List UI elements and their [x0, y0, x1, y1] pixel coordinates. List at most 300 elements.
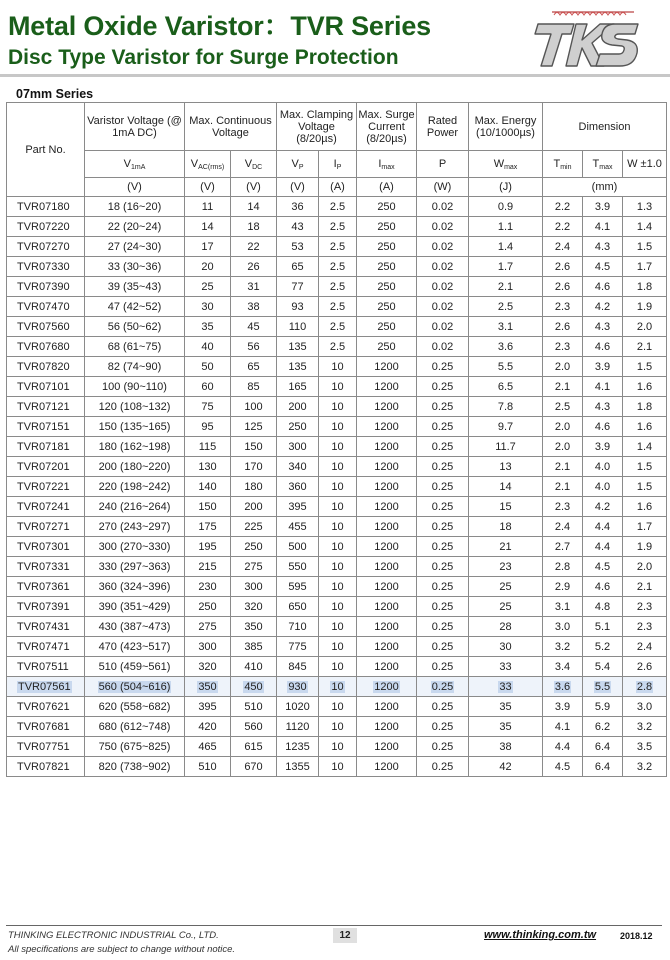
table-cell: 1200	[357, 637, 417, 657]
table-cell: 0.25	[417, 437, 469, 457]
table-cell: 470 (423~517)	[85, 637, 185, 657]
table-cell: 4.1	[543, 717, 583, 737]
table-cell: 0.25	[417, 557, 469, 577]
table-cell: 3.2	[543, 637, 583, 657]
table-cell: 0.02	[417, 297, 469, 317]
table-cell: 75	[185, 397, 231, 417]
table-cell: 650	[277, 597, 319, 617]
table-cell: 510	[231, 697, 277, 717]
table-cell: 18 (16~20)	[85, 197, 185, 217]
table-cell: 430 (387~473)	[85, 617, 185, 637]
table-cell: 300 (270~330)	[85, 537, 185, 557]
table-cell: 2.3	[543, 337, 583, 357]
table-cell: 0.25	[417, 757, 469, 777]
table-cell: 1200	[357, 677, 417, 697]
table-cell: 1.7	[623, 257, 667, 277]
table-cell: 750 (675~825)	[85, 737, 185, 757]
table-cell: 2.4	[543, 517, 583, 537]
table-cell: 0.25	[417, 537, 469, 557]
table-cell: 0.25	[417, 657, 469, 677]
table-row	[7, 597, 667, 617]
table-cell: 10	[319, 637, 357, 657]
table-cell: TVR07511	[7, 657, 85, 677]
table-cell: TVR07560	[7, 317, 85, 337]
table-cell: 1200	[357, 517, 417, 537]
table-cell: 1200	[357, 437, 417, 457]
table-cell: 33	[469, 677, 543, 697]
table-cell: 2.5	[319, 317, 357, 337]
table-cell: 22 (20~24)	[85, 217, 185, 237]
table-cell: 3.9	[543, 697, 583, 717]
table-cell: 395	[185, 697, 231, 717]
table-cell: 11.7	[469, 437, 543, 457]
table-cell: 14	[231, 197, 277, 217]
table-cell: 14	[185, 217, 231, 237]
table-cell: 220 (198~242)	[85, 477, 185, 497]
table-cell: 595	[277, 577, 319, 597]
table-cell: TVR07241	[7, 497, 85, 517]
table-cell: 0.25	[417, 577, 469, 597]
table-row	[7, 537, 667, 557]
table-cell: 1020	[277, 697, 319, 717]
table-row	[7, 637, 667, 657]
table-cell: 2.7	[543, 537, 583, 557]
table-cell: 340	[277, 457, 319, 477]
table-cell: 330 (297~363)	[85, 557, 185, 577]
table-cell: 2.5	[319, 297, 357, 317]
table-cell: 4.5	[543, 757, 583, 777]
table-cell: 135	[277, 357, 319, 377]
table-cell: 3.1	[543, 597, 583, 617]
table-cell: 250	[185, 597, 231, 617]
table-cell: TVR07621	[7, 697, 85, 717]
table-cell: 2.5	[543, 397, 583, 417]
table-cell: 240 (216~264)	[85, 497, 185, 517]
table-cell: TVR07330	[7, 257, 85, 277]
table-cell: 1200	[357, 737, 417, 757]
table-cell: 68 (61~75)	[85, 337, 185, 357]
table-cell: 150	[231, 437, 277, 457]
table-cell: 85	[231, 377, 277, 397]
table-cell: 3.9	[583, 357, 623, 377]
table-cell: 3.5	[623, 737, 667, 757]
table-cell: 360 (324~396)	[85, 577, 185, 597]
table-cell: 0.25	[417, 717, 469, 737]
table-cell: 2.1	[469, 277, 543, 297]
header-max-energy: Max. Energy (10/1000µs)	[469, 103, 543, 151]
table-cell: 3.2	[623, 717, 667, 737]
table-cell: 2.1	[543, 457, 583, 477]
table-cell: 26	[231, 257, 277, 277]
table-cell: 390 (351~429)	[85, 597, 185, 617]
table-cell: 47 (42~52)	[85, 297, 185, 317]
table-cell: 10	[319, 437, 357, 457]
table-cell: 820 (738~902)	[85, 757, 185, 777]
table-cell: 4.2	[583, 297, 623, 317]
table-cell: 150 (135~165)	[85, 417, 185, 437]
table-cell: TVR07561	[7, 677, 85, 697]
table-cell: 25	[469, 597, 543, 617]
symbol-vdc: $V_{DC}$	[231, 151, 277, 178]
table-cell: 10	[319, 577, 357, 597]
table-cell: 215	[185, 557, 231, 577]
table-cell: 0.25	[417, 477, 469, 497]
table-cell: 10	[319, 697, 357, 717]
table-cell: 1.9	[623, 537, 667, 557]
table-cell: 21	[469, 537, 543, 557]
table-cell: 35	[469, 717, 543, 737]
table-cell: 320	[231, 597, 277, 617]
table-cell: 35	[185, 317, 231, 337]
table-cell: 6.4	[583, 757, 623, 777]
table-cell: 2.0	[543, 417, 583, 437]
table-cell: 360	[277, 477, 319, 497]
table-cell: 2.6	[543, 277, 583, 297]
table-cell: 710	[277, 617, 319, 637]
table-cell: 4.6	[583, 417, 623, 437]
table-cell: 10	[319, 397, 357, 417]
table-cell: 1200	[357, 397, 417, 417]
table-cell: 250	[357, 277, 417, 297]
table-cell: 350	[185, 677, 231, 697]
table-cell: 350	[231, 617, 277, 637]
table-cell: 30	[185, 297, 231, 317]
table-cell: 1200	[357, 697, 417, 717]
table-cell: 10	[319, 657, 357, 677]
table-cell: 0.25	[417, 457, 469, 477]
table-cell: 18	[231, 217, 277, 237]
table-cell: 7.8	[469, 397, 543, 417]
header-dimension: Dimension	[543, 103, 667, 151]
table-cell: 410	[231, 657, 277, 677]
table-cell: 150	[185, 497, 231, 517]
table-cell: 2.1	[623, 577, 667, 597]
table-cell: 2.8	[543, 557, 583, 577]
table-cell: 10	[319, 457, 357, 477]
table-cell: 1.6	[623, 497, 667, 517]
table-cell: 93	[277, 297, 319, 317]
table-cell: 60	[185, 377, 231, 397]
table-cell: 4.6	[583, 337, 623, 357]
symbol-wmax: $W_{max}$	[469, 151, 543, 178]
table-cell: 615	[231, 737, 277, 757]
table-cell: 465	[185, 737, 231, 757]
table-cell: 45	[231, 317, 277, 337]
header-rated-power: Rated Power	[417, 103, 469, 151]
table-cell: 4.4	[583, 537, 623, 557]
table-cell: 250	[357, 297, 417, 317]
table-cell: 395	[277, 497, 319, 517]
table-cell: 270 (243~297)	[85, 517, 185, 537]
table-cell: 14	[469, 477, 543, 497]
table-cell: TVR07820	[7, 357, 85, 377]
table-cell: 2.3	[543, 297, 583, 317]
table-cell: 25	[469, 577, 543, 597]
table-cell: TVR07470	[7, 297, 85, 317]
table-cell: 3.0	[623, 697, 667, 717]
table-cell: 2.5	[319, 197, 357, 217]
header-max-surge-current: Max. Surge Current (8/20µs)	[357, 103, 417, 151]
header-max-clamping-voltage: Max. Clamping Voltage (8/20µs)	[277, 103, 357, 151]
table-cell: 250	[231, 537, 277, 557]
table-cell: 3.6	[469, 337, 543, 357]
unit-p: (W)	[417, 178, 469, 197]
table-cell: 510 (459~561)	[85, 657, 185, 677]
table-cell: 10	[319, 477, 357, 497]
table-cell: 845	[277, 657, 319, 677]
table-cell: 2.4	[543, 237, 583, 257]
table-cell: 39 (35~43)	[85, 277, 185, 297]
table-row	[7, 517, 667, 537]
unit-imax: (A)	[357, 178, 417, 197]
table-cell: 10	[319, 517, 357, 537]
table-cell: 2.8	[623, 677, 667, 697]
table-cell: TVR07751	[7, 737, 85, 757]
table-cell: 1.5	[623, 357, 667, 377]
table-cell: 4.1	[583, 217, 623, 237]
table-cell: 250	[357, 337, 417, 357]
header-divider	[0, 74, 670, 77]
table-row	[7, 397, 667, 417]
table-cell: 4.6	[583, 277, 623, 297]
table-cell: 10	[319, 717, 357, 737]
table-cell: 2.6	[543, 257, 583, 277]
table-cell: TVR07151	[7, 417, 85, 437]
header-part-no: Part No.	[7, 103, 85, 197]
table-cell: 500	[277, 537, 319, 557]
table-cell: 2.5	[319, 257, 357, 277]
table-cell: TVR07180	[7, 197, 85, 217]
table-cell: 0.9	[469, 197, 543, 217]
table-cell: 1200	[357, 377, 417, 397]
table-cell: TVR07391	[7, 597, 85, 617]
footer-note: All specifications are subject to change without notice.	[8, 944, 236, 955]
table-cell: 0.25	[417, 517, 469, 537]
table-cell: 455	[277, 517, 319, 537]
table-cell: 40	[185, 337, 231, 357]
table-cell: 0.25	[417, 597, 469, 617]
series-label: 07mm Series	[16, 87, 94, 101]
table-row	[7, 417, 667, 437]
table-row	[7, 717, 667, 737]
table-cell: 4.1	[583, 377, 623, 397]
table-cell: 4.0	[583, 477, 623, 497]
table-cell: 30	[469, 637, 543, 657]
table-cell: 1.4	[469, 237, 543, 257]
table-cell: 0.02	[417, 217, 469, 237]
table-cell: 0.25	[417, 617, 469, 637]
table-cell: 2.2	[543, 197, 583, 217]
table-cell: 1.6	[623, 377, 667, 397]
table-cell: 1.4	[623, 437, 667, 457]
table-cell: 27 (24~30)	[85, 237, 185, 257]
table-row	[7, 737, 667, 757]
table-cell: 450	[231, 677, 277, 697]
table-cell: 1.5	[623, 477, 667, 497]
unit-dimension: (mm)	[543, 178, 667, 197]
table-cell: TVR07361	[7, 577, 85, 597]
table-cell: 0.25	[417, 417, 469, 437]
table-cell: 4.6	[583, 577, 623, 597]
table-cell: 250	[277, 417, 319, 437]
table-cell: 10	[319, 737, 357, 757]
table-cell: 0.25	[417, 397, 469, 417]
table-cell: 1.9	[623, 297, 667, 317]
table-cell: TVR07201	[7, 457, 85, 477]
table-row	[7, 217, 667, 237]
table-cell: 250	[357, 257, 417, 277]
table-cell: 6.2	[583, 717, 623, 737]
table-row	[7, 557, 667, 577]
table-cell: 2.9	[543, 577, 583, 597]
table-cell: 250	[357, 237, 417, 257]
table-cell: 2.3	[623, 597, 667, 617]
page-title: Metal Oxide Varistor：TVR Series	[8, 11, 431, 41]
table-cell: 36	[277, 197, 319, 217]
table-cell: 0.25	[417, 637, 469, 657]
table-cell: 1200	[357, 357, 417, 377]
symbol-p: P	[417, 151, 469, 178]
table-cell: 1.5	[623, 237, 667, 257]
table-cell: 180 (162~198)	[85, 437, 185, 457]
table-cell: 100	[231, 397, 277, 417]
table-cell: 115	[185, 437, 231, 457]
table-cell: 11	[185, 197, 231, 217]
table-cell: 77	[277, 277, 319, 297]
table-cell: 6.5	[469, 377, 543, 397]
spec-table	[6, 102, 667, 777]
table-cell: 23	[469, 557, 543, 577]
table-cell: 4.4	[583, 517, 623, 537]
table-cell: TVR07431	[7, 617, 85, 637]
table-cell: TVR07101	[7, 377, 85, 397]
table-cell: 2.0	[623, 557, 667, 577]
table-cell: 10	[319, 377, 357, 397]
table-cell: 0.02	[417, 237, 469, 257]
table-cell: 1.1	[469, 217, 543, 237]
symbol-vp: $V_P$	[277, 151, 319, 178]
table-cell: TVR07221	[7, 477, 85, 497]
table-cell: TVR07681	[7, 717, 85, 737]
footer-website-link[interactable]: www.thinking.com.tw	[484, 929, 597, 941]
table-row	[7, 257, 667, 277]
table-row	[7, 437, 667, 457]
table-cell: TVR07680	[7, 337, 85, 357]
symbol-imax: $I_{max}$	[357, 151, 417, 178]
table-cell: 2.5	[319, 237, 357, 257]
table-cell: 385	[231, 637, 277, 657]
table-cell: TVR07271	[7, 517, 85, 537]
table-cell: 95	[185, 417, 231, 437]
table-cell: 1.5	[623, 457, 667, 477]
table-cell: 4.8	[583, 597, 623, 617]
table-cell: 110	[277, 317, 319, 337]
table-cell: 5.9	[583, 697, 623, 717]
page-subtitle: Disc Type Varistor for Surge Protection	[8, 46, 399, 69]
header-max-continuous-voltage: Max. Continuous Voltage	[185, 103, 277, 151]
table-cell: 3.6	[543, 677, 583, 697]
table-cell: 56	[231, 337, 277, 357]
table-cell: 250	[357, 317, 417, 337]
table-cell: 0.02	[417, 197, 469, 217]
table-cell: 28	[469, 617, 543, 637]
table-cell: TVR07331	[7, 557, 85, 577]
table-cell: 65	[277, 257, 319, 277]
table-cell: 3.9	[583, 437, 623, 457]
table-cell: 200	[277, 397, 319, 417]
table-cell: 2.4	[623, 637, 667, 657]
table-cell: 1200	[357, 757, 417, 777]
table-cell: TVR07301	[7, 537, 85, 557]
table-cell: 2.5	[319, 217, 357, 237]
table-cell: 4.3	[583, 397, 623, 417]
table-cell: 230	[185, 577, 231, 597]
table-cell: 33	[469, 657, 543, 677]
spec-table-body	[7, 197, 667, 777]
table-cell: 13	[469, 457, 543, 477]
table-row	[7, 497, 667, 517]
table-cell: 38	[231, 297, 277, 317]
table-row	[7, 337, 667, 357]
symbol-w: W ±1.0	[623, 151, 667, 178]
table-cell: 680 (612~748)	[85, 717, 185, 737]
table-cell: 560	[231, 717, 277, 737]
table-cell: 1200	[357, 657, 417, 677]
footer-date: 2018.12	[620, 931, 653, 941]
table-cell: 3.2	[623, 757, 667, 777]
tks-logo	[530, 8, 642, 70]
table-cell: 53	[277, 237, 319, 257]
table-cell: 125	[231, 417, 277, 437]
table-row	[7, 677, 667, 697]
table-cell: 1200	[357, 717, 417, 737]
table-cell: 1.7	[623, 517, 667, 537]
table-cell: 1200	[357, 477, 417, 497]
table-cell: 42	[469, 757, 543, 777]
table-cell: TVR07821	[7, 757, 85, 777]
unit-vp: (V)	[277, 178, 319, 197]
table-row	[7, 657, 667, 677]
table-cell: 10	[319, 757, 357, 777]
table-cell: 2.1	[623, 337, 667, 357]
table-cell: 65	[231, 357, 277, 377]
table-cell: 31	[231, 277, 277, 297]
table-cell: 1120	[277, 717, 319, 737]
footer-company: THINKING ELECTRONIC INDUSTRIAL Co., LTD.	[8, 930, 219, 941]
table-cell: 140	[185, 477, 231, 497]
table-row	[7, 197, 667, 217]
table-cell: TVR07471	[7, 637, 85, 657]
symbol-tmin: $T_{min}$	[543, 151, 583, 178]
table-cell: 100 (90~110)	[85, 377, 185, 397]
page-number: 12	[333, 928, 357, 943]
table-cell: 20	[185, 257, 231, 277]
table-row	[7, 237, 667, 257]
table-cell: 35	[469, 697, 543, 717]
table-cell: 4.5	[583, 557, 623, 577]
table-cell: 2.5	[319, 277, 357, 297]
table-cell: 2.0	[543, 437, 583, 457]
table-cell: 2.0	[543, 357, 583, 377]
table-cell: 1.4	[623, 217, 667, 237]
table-cell: 4.2	[583, 497, 623, 517]
table-cell: 135	[277, 337, 319, 357]
table-cell: 15	[469, 497, 543, 517]
table-cell: 10	[319, 537, 357, 557]
table-cell: 0.02	[417, 277, 469, 297]
table-cell: 1200	[357, 537, 417, 557]
table-cell: TVR07270	[7, 237, 85, 257]
